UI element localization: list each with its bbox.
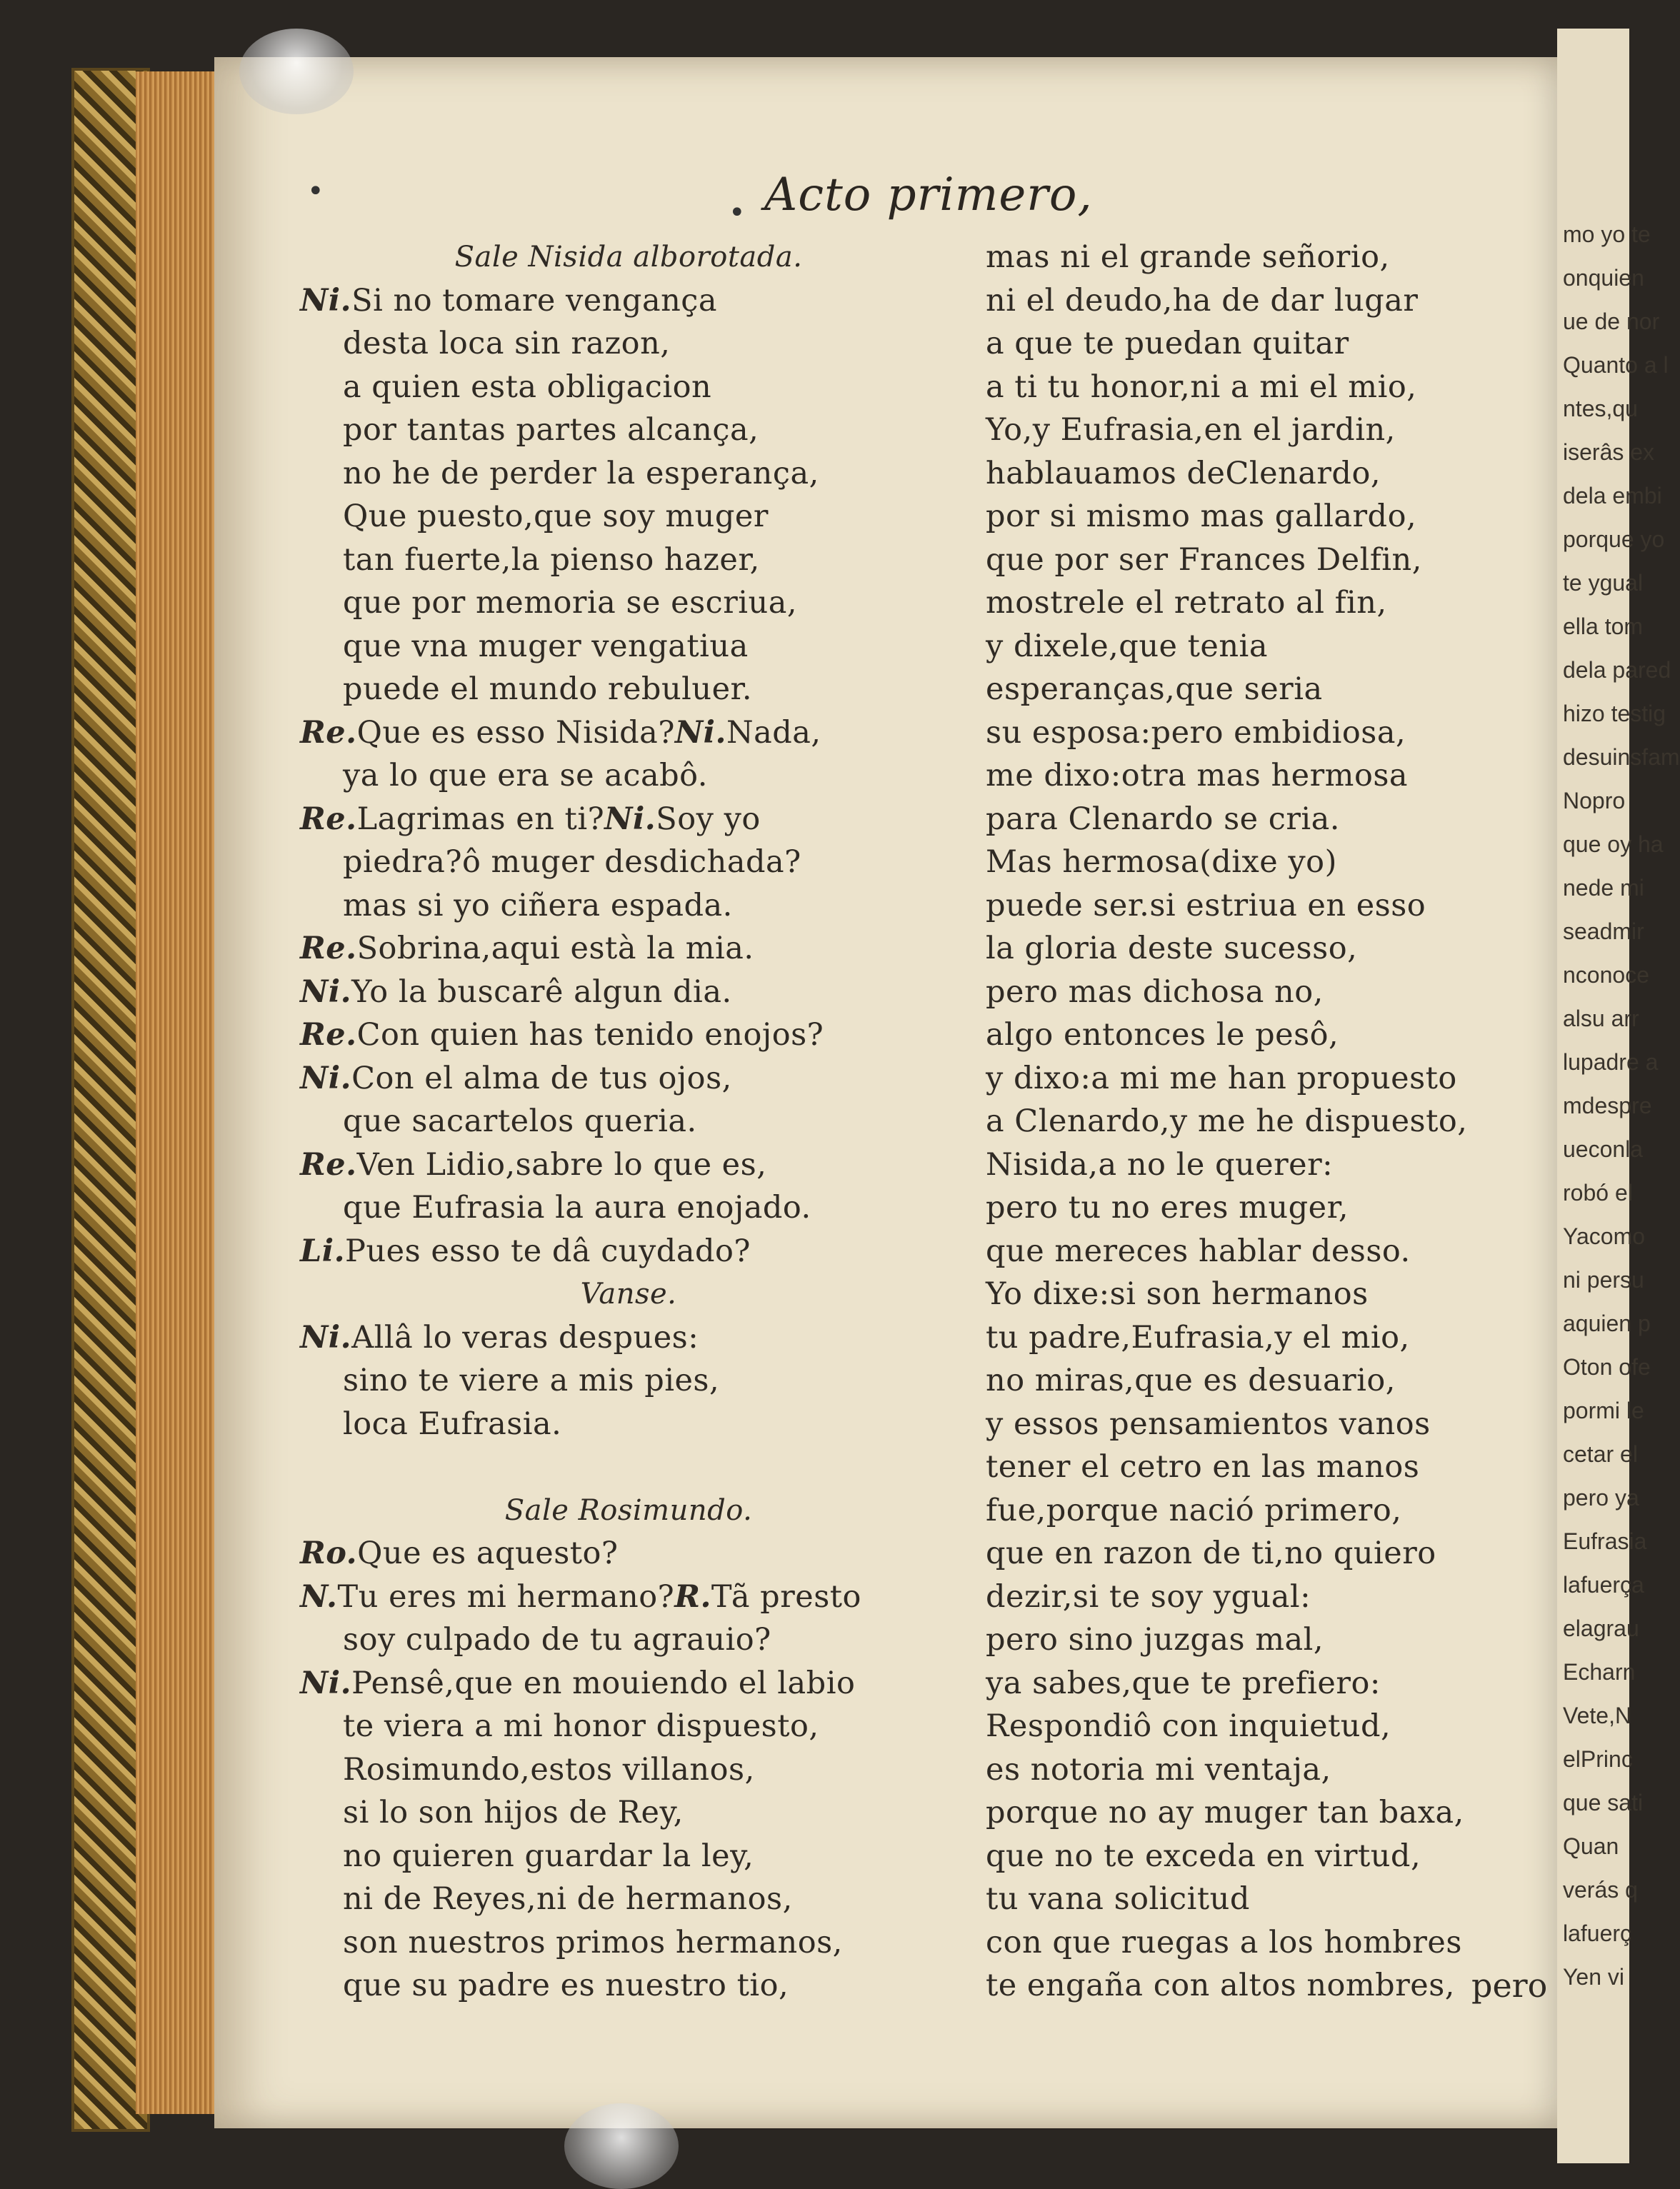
verse-line: que sacartelos queria. (343, 1103, 697, 1139)
ink-speck: • (729, 196, 746, 229)
verse-text: Que es esso Nisida? (356, 714, 675, 751)
facing-page-text: Oton ofe (1563, 1354, 1651, 1380)
verse-text: Ven Lidio,sabre lo que es, (356, 1146, 767, 1183)
verse-text: Con el alma de tus ojos, (351, 1060, 732, 1096)
verse-text: Nada, (726, 714, 821, 751)
verse-line: mas si yo ciñera espada. (343, 887, 733, 923)
facing-page-text: iserâs ex (1563, 439, 1655, 465)
verse-line: puede el mundo rebuluer. (343, 671, 753, 707)
verse-text: Que es aquesto? (357, 1536, 619, 1571)
verse-line: piedra?ô muger desdichada? (343, 844, 801, 880)
speaker-label: Ni. (300, 973, 352, 1010)
verse-line: que su padre es nuestro tio, (343, 1968, 789, 2003)
verse-text: Si no tomare vengança (351, 282, 718, 319)
verse-line: y dixo:a mi me han propuesto (986, 1060, 1457, 1096)
verse-text: Tã presto (711, 1578, 861, 1615)
verse-line: soy culpado de tu agrauio? (343, 1622, 771, 1658)
verse-line: ya lo que era se acabô. (343, 758, 708, 793)
verse-line: con que ruegas a los hombres (986, 1924, 1462, 1960)
facing-page-text: te ygual (1563, 570, 1644, 596)
ink-speck: • (307, 175, 324, 208)
facing-page-text: dela embi (1563, 483, 1662, 509)
verse-line: a quien esta obligacion (343, 369, 712, 405)
speech-line (300, 279, 957, 323)
facing-page-text: elagrau (1563, 1616, 1639, 1641)
verse-line: si lo son hijos de Rey, (343, 1795, 684, 1830)
verse-line: me dixo:otra mas hermosa (986, 758, 1409, 793)
verse-line: son nuestros primos hermanos, (343, 1924, 843, 1960)
speaker-label: Re. (300, 1146, 357, 1183)
stage-direction: Sale Rosimundo. (504, 1493, 753, 1527)
verse-line: ni de Reyes,ni de hermanos, (343, 1881, 793, 1917)
verse-line: su esposa:pero embidiosa, (986, 714, 1406, 751)
verse-line: por si mismo mas gallardo, (986, 499, 1417, 534)
verse-line: y essos pensamientos vanos (986, 1406, 1431, 1442)
verse-text: Allâ lo veras despues: (351, 1319, 699, 1356)
facing-page-text: Echarn (1563, 1659, 1636, 1685)
verse-line: que Eufrasia la aura enojado. (343, 1190, 811, 1226)
speaker-label: Ni. (300, 1319, 352, 1356)
facing-page-fragment (1557, 29, 1680, 2163)
speaker-label: Ro. (300, 1536, 358, 1571)
facing-page-text: porque yo (1563, 526, 1665, 552)
verse-line: a que te puedan quitar (986, 326, 1349, 361)
verse-line: para Clenardo se cria. (986, 801, 1340, 837)
speaker-label: Ni. (300, 282, 352, 319)
facing-page-text: lafuerça (1563, 1572, 1644, 1598)
right-column (986, 236, 1529, 2008)
facing-page-text: Nopro (1563, 788, 1626, 813)
facing-page-text: lupadre a (1563, 1049, 1659, 1075)
speaker-label: Re. (300, 931, 357, 966)
facing-page-text: Eufrasia (1563, 1528, 1647, 1554)
verse-line: es notoria mi ventaja, (986, 1751, 1331, 1788)
facing-page-text: ueconla (1563, 1136, 1644, 1162)
speech-line (300, 1013, 957, 1057)
speaker-label: Ni. (300, 1060, 352, 1096)
speaker-label: Re. (300, 801, 357, 837)
speech-line (300, 1230, 957, 1273)
verse-line: Que puesto,que soy muger (343, 499, 769, 534)
verse-line: Mas hermosa(dixe yo) (986, 844, 1337, 880)
verse-line: pero tu no eres muger, (986, 1190, 1349, 1226)
facing-page-text: aquien p (1563, 1311, 1651, 1336)
speech-line (300, 798, 957, 841)
speech-line (300, 971, 957, 1014)
facing-page-text: hizo testig (1563, 701, 1666, 726)
speaker-label: N. (300, 1578, 338, 1615)
speech-line (300, 711, 957, 755)
facing-page-text: ue de nor (1563, 309, 1660, 334)
bottom-clip (564, 2103, 679, 2189)
facing-page-text: pero ya (1563, 1485, 1639, 1511)
speaker-label: Ni. (674, 714, 726, 751)
facing-page-text: elPrinc (1563, 1746, 1633, 1772)
speaker-label: Re. (300, 1017, 357, 1053)
facing-page-text: ntes,qu (1563, 396, 1638, 421)
verse-line: que vna muger vengatiua (343, 628, 749, 664)
verse-line: ya sabes,que te prefiero: (986, 1665, 1381, 1701)
speaker-label: Ni. (300, 1665, 352, 1701)
verse-line: mas ni el grande señorio, (986, 239, 1390, 275)
verse-line: no miras,que es desuario, (986, 1363, 1396, 1398)
verse-line: esperanças,que seria (986, 671, 1323, 707)
verse-line: y dixele,que tenia (986, 628, 1268, 664)
speaker-label: Li. (300, 1233, 346, 1269)
verse-line: que por ser Frances Delfin, (986, 541, 1422, 578)
verse-line: tener el cetro en las manos (986, 1449, 1420, 1485)
facing-page-text: mdespre (1563, 1093, 1652, 1118)
verse-line: no quieren guardar la ley, (343, 1838, 754, 1874)
facing-page-text: dela pared (1563, 657, 1671, 683)
running-head: Acto primero, (764, 169, 1093, 221)
facing-page-text: Yacomo (1563, 1223, 1646, 1249)
verse-line: tan fuerte,la pienso hazer, (343, 541, 760, 578)
speaker-label: R. (674, 1578, 711, 1615)
verse-line: tu padre,Eufrasia,y el mio, (986, 1319, 1410, 1356)
stage-direction: Vanse. (580, 1278, 677, 1311)
verse-line: Nisida,a no le querer: (986, 1146, 1334, 1183)
facing-page-text: verás q (1563, 1877, 1638, 1903)
verse-line: Respondiô con inquietud, (986, 1708, 1391, 1744)
verse-line: Yo,y Eufrasia,en el jardin, (986, 412, 1396, 448)
verse-line: por tantas partes alcança, (343, 412, 759, 448)
facing-page-text: Yen vi (1563, 1964, 1624, 1990)
speaker-label: Re. (300, 714, 357, 751)
speech-line (300, 1576, 957, 1619)
facing-page-text: nconoce (1563, 962, 1649, 988)
facing-page-text: cetar el (1563, 1441, 1638, 1467)
facing-page-text: robó el (1563, 1180, 1633, 1206)
speech-line (300, 1662, 957, 1705)
verse-line: que no te exceda en virtud, (986, 1838, 1421, 1874)
verse-line: loca Eufrasia. (343, 1406, 562, 1442)
speech-line (300, 1316, 957, 1360)
verse-line: a ti tu honor,ni a mi el mio, (986, 369, 1417, 405)
verse-line: la gloria deste sucesso, (986, 931, 1358, 966)
verse-line: sino te viere a mis pies, (343, 1363, 720, 1398)
verse-line: fue,porque nació primero, (986, 1492, 1402, 1528)
top-clip (239, 29, 354, 114)
verse-line: desta loca sin razon, (343, 326, 671, 361)
verse-line: pero sino juzgas mal, (986, 1622, 1324, 1658)
verse-line: pero mas dichosa no, (986, 973, 1324, 1010)
verse-line: ni el deudo,ha de dar lugar (986, 282, 1419, 319)
verse-line: a Clenardo,y me he dispuesto, (986, 1103, 1468, 1139)
facing-page-text: seadmir (1563, 918, 1644, 944)
facing-page-text: Vete,N (1563, 1703, 1632, 1728)
verse-line: tu vana solicitud (986, 1881, 1250, 1917)
verse-text: Tu eres mi hermano? (337, 1578, 675, 1615)
verse-text: Soy yo (656, 801, 761, 837)
facing-page-text: nede mi (1563, 875, 1644, 901)
facing-page-text: Quanto a l (1563, 352, 1669, 378)
speech-line (300, 1057, 957, 1101)
verse-line: Yo dixe:si son hermanos (986, 1276, 1369, 1312)
verse-line: algo entonces le pesô, (986, 1017, 1339, 1053)
facing-page-text: onquien (1563, 265, 1644, 291)
verse-text: Lagrimas en ti? (356, 801, 605, 837)
verse-line: porque no ay muger tan baxa, (986, 1795, 1464, 1830)
facing-page-text: mo yo te (1563, 221, 1651, 247)
verse-text: Pensê,que en mouiendo el labio (351, 1665, 856, 1701)
verse-text: Pues esso te dâ cuydado? (345, 1233, 751, 1269)
verse-line: mostrele el retrato al fin, (986, 585, 1387, 621)
facing-page-text: lafuerç (1563, 1920, 1632, 1946)
verse-text: Sobrina,aqui està la mia. (356, 931, 754, 966)
verse-text: Yo la buscarê algun dia. (351, 973, 732, 1010)
verse-line: que en razon de ti,no quiero (986, 1536, 1436, 1571)
catchword: pero (1471, 1966, 1548, 2005)
verse-line: hablauamos deClenardo, (986, 455, 1381, 491)
verse-line: te engaña con altos nombres, (986, 1968, 1455, 2003)
stage-direction: Sale Nisida alborotada. (454, 241, 803, 274)
facing-page-text: desuinsfam (1563, 744, 1680, 770)
facing-page-text: Quan (1563, 1833, 1619, 1859)
verse-line: no he de perder la esperança, (343, 455, 819, 491)
verse-line: te viera a mi honor dispuesto, (343, 1708, 819, 1744)
speech-line (300, 1532, 957, 1576)
facing-page-text: alsu arr (1563, 1006, 1639, 1031)
verse-line: puede ser.si estriua en esso (986, 887, 1426, 923)
blank-line (300, 1446, 957, 1489)
facing-page-text: que sati (1563, 1790, 1644, 1815)
verse-line: que mereces hablar desso. (986, 1233, 1411, 1269)
speech-line (300, 1143, 957, 1187)
facing-page-text: pormi le (1563, 1398, 1644, 1423)
facing-page-text: ni persu (1563, 1267, 1644, 1293)
left-column (300, 236, 957, 2008)
speech-line (300, 927, 957, 971)
facing-page-text: que oy ha (1563, 831, 1664, 857)
verse-line: dezir,si te soy ygual: (986, 1578, 1311, 1615)
speaker-label: Ni. (604, 801, 656, 837)
verse-line: Rosimundo,estos villanos, (343, 1751, 755, 1788)
facing-page-text: ella tom (1563, 613, 1644, 639)
verse-text: Con quien has tenido enojos? (356, 1017, 824, 1053)
verse-line: que por memoria se escriua, (343, 585, 798, 621)
